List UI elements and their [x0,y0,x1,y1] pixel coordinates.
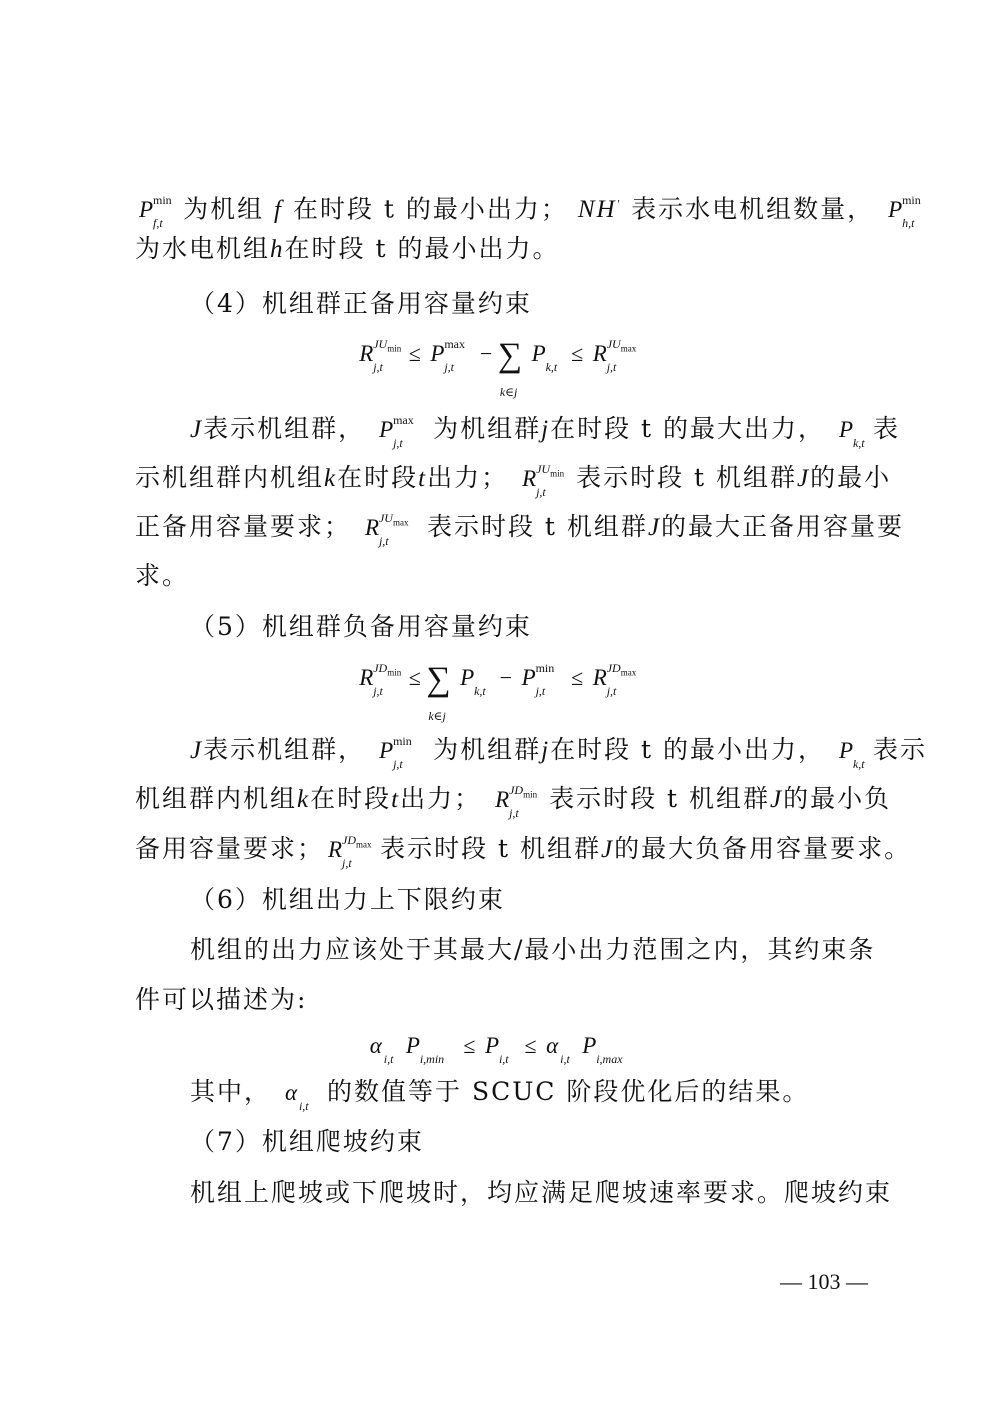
symbol-r-jd-max: R $JD_{max}$ j,t [328,833,372,870]
text-line: P min f,t 为机组 f 在时段 t 的最小出力； NH' 表示水电机组数量， P min h,t [135,186,875,228]
symbol-p-kt: P k,t [460,665,486,698]
equation-4: R $JU_{min}$ j,t ≤ P max j,t − ∑ k∈j P k,t ≤ R $JU_{max}$ j,t [0,336,1000,374]
symbol-r-jd-max: R $JD_{max}$ j,t [592,661,637,698]
symbol-p-it: P i,t [484,1033,509,1066]
symbol-alpha-it: α i,t [546,1033,570,1066]
page-number: — 103 — [780,1269,868,1294]
symbol-p-imax: P i,max [582,1033,623,1066]
symbol-r-ju-min: R $JU_{min}$ j,t [522,462,565,499]
text-line: J表示机组群， P max j,t 为机组群j在时段 t 的最大出力， P k,t 表 [190,413,901,450]
symbol-p-min-ft: P min f,t [139,193,172,231]
text-line: 求。 [135,561,190,590]
section-heading-7: （7）机组爬坡约束 [190,1127,424,1156]
text-line: 正备用容量要求； R $JU_{max}$ j,t 表示时段 t 机组群J的最大正备用容量要 [135,511,905,548]
summation-symbol: ∑ k∈j [426,661,451,723]
text-line: 其中， α i,t 的数值等于 SCUC 阶段优化后的结果。 [190,1077,810,1113]
symbol-p-kt: P k,t [838,738,865,771]
symbol-r-ju-min: R $JU_{min}$ j,t [359,337,402,374]
section-heading-4: （4）机组群正备用容量约束 [190,289,532,318]
section-heading-6: （6）机组出力上下限约束 [190,885,505,914]
text-line: 机组上爬坡或下爬坡时，均应满足爬坡速率要求。爬坡约束 [190,1178,893,1207]
section-heading-5: （5）机组群负备用容量约束 [190,612,532,641]
equation-5: R $JD_{min}$ j,t ≤ ∑ k∈j P k,t − P min j,t ≤ R $JD_{max}$ j,t [0,660,1000,698]
summation-symbol: ∑ k∈j [497,337,523,399]
text-line: 机组群内机组k在时段t出力； R $JD_{min}$ j,t 表示时段 t 机组群J的最小负 [135,783,892,820]
symbol-p-kt: P k,t [838,417,865,450]
symbol-r-ju-max: R $JU_{max}$ j,t [364,511,409,548]
symbol-r-ju-max: R $JU_{max}$ j,t [592,337,637,374]
symbol-p-max-jt: P max j,t [379,413,414,450]
text-line: J表示机组群， P min j,t 为机组群j在时段 t 的最小出力， P k,t 表示 [190,734,928,771]
symbol-alpha-it: α i,t [284,1080,309,1113]
symbol-alpha-it: α i,t [369,1033,394,1066]
text-line: 机组的出力应该处于其最大/最小出力范围之内，其约束条 [190,935,876,964]
symbol-p-kt: P k,t [531,341,558,374]
symbol-nh: NH' [577,196,622,224]
text-line: 为水电机组h在时段 t 的最小出力。 [135,234,560,263]
symbol-r-jd-min: R $JD_{min}$ j,t [495,783,538,820]
symbol-r-jd-min: R $JD_{min}$ j,t [359,661,402,698]
symbol-p-min-ht: P min h,t [888,193,921,231]
equation-6: α i,t P i,min ≤ P i,t ≤ α i,t P i,max [0,1028,1000,1064]
symbol-p-max: P max j,t [430,337,466,374]
text-line: 件可以描述为: [135,985,308,1014]
symbol-p-imin: P i,min [405,1033,445,1066]
text-line: 示机组群内机组k在时段t出力； R $JU_{min}$ j,t 表示时段 t 机组群J的最小 [135,462,892,499]
symbol-p-min-jt: P min j,t [379,734,412,771]
text-line: 备用容量要求； R $JD_{max}$ j,t 表示时段 t 机组群J的最大负备用容量要求。 [135,833,912,870]
symbol-p-min: P min j,t [521,661,555,698]
